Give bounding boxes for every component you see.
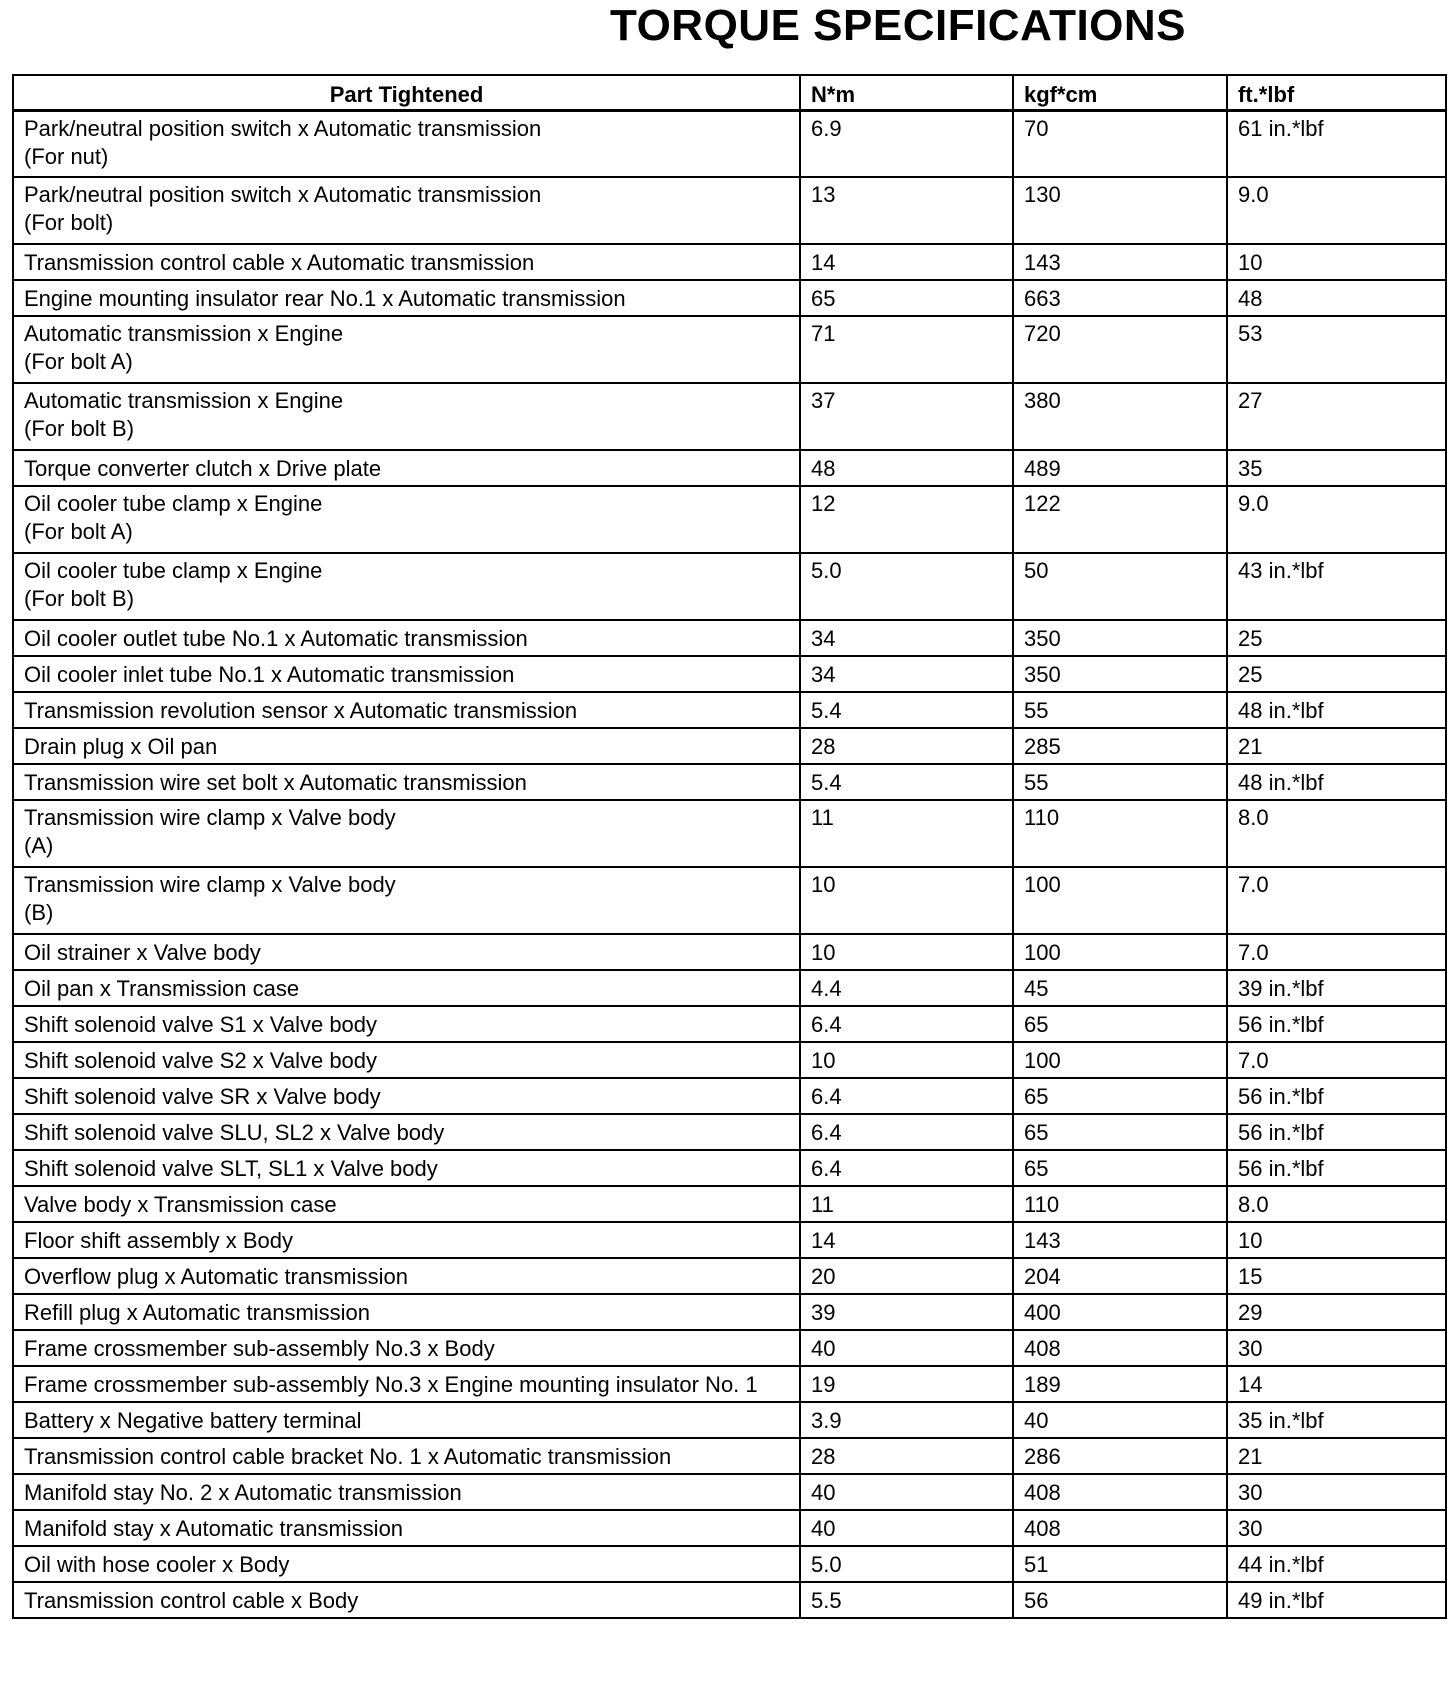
- cell-kgfcm: 70: [1013, 110, 1227, 177]
- table-row: [13, 486, 1446, 553]
- table-row: [13, 1474, 1446, 1510]
- table-row: [13, 1546, 1446, 1582]
- table-row: [13, 1582, 1446, 1618]
- cell-nm: 6.4: [800, 1078, 1013, 1114]
- cell-ftlbf: 30: [1227, 1510, 1446, 1546]
- cell-nm: 11: [800, 800, 1013, 867]
- torque-spec-table: [12, 74, 1447, 1619]
- header-ftlbf: ft.*lbf: [1227, 75, 1446, 110]
- cell-nm: 5.0: [800, 1546, 1013, 1582]
- table-row: [13, 1222, 1446, 1258]
- header-kgfcm: kgf*cm: [1013, 75, 1227, 110]
- cell-nm: 40: [800, 1510, 1013, 1546]
- table-row: [13, 280, 1446, 316]
- cell-nm: 6.4: [800, 1006, 1013, 1042]
- cell-part-tightened: Automatic transmission x Engine (For bolt B): [13, 383, 800, 450]
- cell-kgfcm: 350: [1013, 656, 1227, 692]
- cell-nm: 5.0: [800, 553, 1013, 620]
- cell-nm: 11: [800, 1186, 1013, 1222]
- cell-ftlbf: 8.0: [1227, 800, 1446, 867]
- cell-nm: 4.4: [800, 970, 1013, 1006]
- cell-nm: 6.9: [800, 110, 1013, 177]
- table-row: [13, 934, 1446, 970]
- cell-ftlbf: 9.0: [1227, 177, 1446, 244]
- header-nm: N*m: [800, 75, 1013, 110]
- table-row: [13, 1006, 1446, 1042]
- cell-kgfcm: 286: [1013, 1438, 1227, 1474]
- table-row: [13, 1150, 1446, 1186]
- cell-part-tightened: Valve body x Transmission case: [13, 1186, 800, 1222]
- cell-part-tightened: Frame crossmember sub-assembly No.3 x Body: [13, 1330, 800, 1366]
- table-row: [13, 244, 1446, 280]
- cell-kgfcm: 720: [1013, 316, 1227, 383]
- cell-kgfcm: 65: [1013, 1114, 1227, 1150]
- table-row: [13, 1366, 1446, 1402]
- cell-kgfcm: 408: [1013, 1510, 1227, 1546]
- cell-part-tightened: Oil cooler tube clamp x Engine (For bolt A): [13, 486, 800, 553]
- table-row: [13, 1186, 1446, 1222]
- cell-ftlbf: 15: [1227, 1258, 1446, 1294]
- cell-ftlbf: 56 in.*lbf: [1227, 1150, 1446, 1186]
- cell-nm: 39: [800, 1294, 1013, 1330]
- table-row: [13, 383, 1446, 450]
- cell-part-tightened: Transmission control cable x Body: [13, 1582, 800, 1618]
- header-part-tightened: Part Tightened: [13, 75, 800, 110]
- cell-part-tightened: Oil strainer x Valve body: [13, 934, 800, 970]
- cell-part-tightened: Oil cooler outlet tube No.1 x Automatic transmission: [13, 620, 800, 656]
- header-row: [13, 75, 1446, 110]
- cell-kgfcm: 100: [1013, 934, 1227, 970]
- cell-kgfcm: 50: [1013, 553, 1227, 620]
- cell-ftlbf: 7.0: [1227, 1042, 1446, 1078]
- cell-part-tightened: Floor shift assembly x Body: [13, 1222, 800, 1258]
- cell-ftlbf: 7.0: [1227, 867, 1446, 934]
- table-row: [13, 1042, 1446, 1078]
- cell-nm: 28: [800, 728, 1013, 764]
- cell-nm: 10: [800, 934, 1013, 970]
- cell-nm: 5.5: [800, 1582, 1013, 1618]
- cell-ftlbf: 48: [1227, 280, 1446, 316]
- cell-part-tightened: Oil with hose cooler x Body: [13, 1546, 800, 1582]
- cell-ftlbf: 25: [1227, 620, 1446, 656]
- cell-ftlbf: 27: [1227, 383, 1446, 450]
- cell-part-tightened: Shift solenoid valve S1 x Valve body: [13, 1006, 800, 1042]
- cell-part-tightened: Oil cooler inlet tube No.1 x Automatic transmission: [13, 656, 800, 692]
- cell-kgfcm: 122: [1013, 486, 1227, 553]
- cell-kgfcm: 380: [1013, 383, 1227, 450]
- cell-ftlbf: 56 in.*lbf: [1227, 1078, 1446, 1114]
- table-row: [13, 1402, 1446, 1438]
- cell-kgfcm: 400: [1013, 1294, 1227, 1330]
- table-row: [13, 110, 1446, 177]
- cell-ftlbf: 35 in.*lbf: [1227, 1402, 1446, 1438]
- cell-part-tightened: Transmission wire clamp x Valve body (A): [13, 800, 800, 867]
- cell-part-tightened: Manifold stay x Automatic transmission: [13, 1510, 800, 1546]
- table-row: [13, 1330, 1446, 1366]
- cell-ftlbf: 10: [1227, 1222, 1446, 1258]
- cell-part-tightened: Overflow plug x Automatic transmission: [13, 1258, 800, 1294]
- cell-kgfcm: 350: [1013, 620, 1227, 656]
- cell-part-tightened: Oil pan x Transmission case: [13, 970, 800, 1006]
- cell-nm: 19: [800, 1366, 1013, 1402]
- cell-nm: 28: [800, 1438, 1013, 1474]
- cell-part-tightened: Automatic transmission x Engine (For bolt A): [13, 316, 800, 383]
- cell-ftlbf: 53: [1227, 316, 1446, 383]
- cell-part-tightened: Torque converter clutch x Drive plate: [13, 450, 800, 486]
- table-row: [13, 867, 1446, 934]
- cell-kgfcm: 143: [1013, 1222, 1227, 1258]
- cell-part-tightened: Shift solenoid valve SLU, SL2 x Valve body: [13, 1114, 800, 1150]
- cell-part-tightened: Drain plug x Oil pan: [13, 728, 800, 764]
- cell-nm: 34: [800, 656, 1013, 692]
- cell-kgfcm: 65: [1013, 1078, 1227, 1114]
- table-row: [13, 728, 1446, 764]
- table-row: [13, 553, 1446, 620]
- cell-nm: 6.4: [800, 1114, 1013, 1150]
- cell-ftlbf: 48 in.*lbf: [1227, 692, 1446, 728]
- table-row: [13, 450, 1446, 486]
- table-row: [13, 316, 1446, 383]
- cell-ftlbf: 39 in.*lbf: [1227, 970, 1446, 1006]
- cell-nm: 14: [800, 244, 1013, 280]
- cell-kgfcm: 65: [1013, 1006, 1227, 1042]
- cell-nm: 71: [800, 316, 1013, 383]
- table-row: [13, 620, 1446, 656]
- cell-part-tightened: Transmission control cable x Automatic transmission: [13, 244, 800, 280]
- cell-nm: 37: [800, 383, 1013, 450]
- page-title: TORQUE SPECIFICATIONS: [610, 1, 1187, 50]
- cell-nm: 10: [800, 1042, 1013, 1078]
- cell-nm: 34: [800, 620, 1013, 656]
- cell-ftlbf: 14: [1227, 1366, 1446, 1402]
- cell-ftlbf: 43 in.*lbf: [1227, 553, 1446, 620]
- cell-ftlbf: 56 in.*lbf: [1227, 1006, 1446, 1042]
- cell-kgfcm: 204: [1013, 1258, 1227, 1294]
- table-row: [13, 1438, 1446, 1474]
- cell-nm: 12: [800, 486, 1013, 553]
- cell-kgfcm: 55: [1013, 692, 1227, 728]
- cell-kgfcm: 110: [1013, 800, 1227, 867]
- cell-kgfcm: 40: [1013, 1402, 1227, 1438]
- cell-ftlbf: 25: [1227, 656, 1446, 692]
- cell-ftlbf: 8.0: [1227, 1186, 1446, 1222]
- cell-part-tightened: Shift solenoid valve SLT, SL1 x Valve body: [13, 1150, 800, 1186]
- cell-part-tightened: Manifold stay No. 2 x Automatic transmission: [13, 1474, 800, 1510]
- cell-nm: 65: [800, 280, 1013, 316]
- cell-nm: 6.4: [800, 1150, 1013, 1186]
- cell-nm: 20: [800, 1258, 1013, 1294]
- table-row: [13, 1078, 1446, 1114]
- cell-part-tightened: Park/neutral position switch x Automatic transmission (For bolt): [13, 177, 800, 244]
- cell-part-tightened: Shift solenoid valve SR x Valve body: [13, 1078, 800, 1114]
- cell-part-tightened: Frame crossmember sub-assembly No.3 x Engine mounting insulator No. 1: [13, 1366, 800, 1402]
- table-row: [13, 1294, 1446, 1330]
- cell-kgfcm: 45: [1013, 970, 1227, 1006]
- cell-nm: 40: [800, 1330, 1013, 1366]
- table-row: [13, 1114, 1446, 1150]
- cell-kgfcm: 100: [1013, 1042, 1227, 1078]
- cell-ftlbf: 30: [1227, 1474, 1446, 1510]
- table-body: [13, 110, 1446, 1618]
- cell-ftlbf: 9.0: [1227, 486, 1446, 553]
- cell-part-tightened: Engine mounting insulator rear No.1 x Automatic transmission: [13, 280, 800, 316]
- cell-nm: 5.4: [800, 692, 1013, 728]
- cell-ftlbf: 21: [1227, 1438, 1446, 1474]
- cell-kgfcm: 189: [1013, 1366, 1227, 1402]
- cell-ftlbf: 7.0: [1227, 934, 1446, 970]
- cell-kgfcm: 408: [1013, 1474, 1227, 1510]
- cell-nm: 48: [800, 450, 1013, 486]
- cell-kgfcm: 51: [1013, 1546, 1227, 1582]
- cell-nm: 3.9: [800, 1402, 1013, 1438]
- cell-part-tightened: Transmission control cable bracket No. 1 x Automatic transmission: [13, 1438, 800, 1474]
- cell-part-tightened: Shift solenoid valve S2 x Valve body: [13, 1042, 800, 1078]
- cell-kgfcm: 100: [1013, 867, 1227, 934]
- cell-kgfcm: 65: [1013, 1150, 1227, 1186]
- table-row: [13, 764, 1446, 800]
- table-row: [13, 656, 1446, 692]
- cell-nm: 5.4: [800, 764, 1013, 800]
- cell-ftlbf: 44 in.*lbf: [1227, 1546, 1446, 1582]
- cell-part-tightened: Oil cooler tube clamp x Engine (For bolt B): [13, 553, 800, 620]
- cell-part-tightened: Park/neutral position switch x Automatic transmission (For nut): [13, 110, 800, 177]
- cell-ftlbf: 48 in.*lbf: [1227, 764, 1446, 800]
- cell-kgfcm: 663: [1013, 280, 1227, 316]
- cell-ftlbf: 35: [1227, 450, 1446, 486]
- cell-kgfcm: 285: [1013, 728, 1227, 764]
- cell-nm: 14: [800, 1222, 1013, 1258]
- cell-ftlbf: 56 in.*lbf: [1227, 1114, 1446, 1150]
- cell-part-tightened: Refill plug x Automatic transmission: [13, 1294, 800, 1330]
- cell-part-tightened: Transmission wire clamp x Valve body (B): [13, 867, 800, 934]
- table-row: [13, 177, 1446, 244]
- cell-kgfcm: 130: [1013, 177, 1227, 244]
- table-row: [13, 1510, 1446, 1546]
- cell-part-tightened: Transmission revolution sensor x Automatic transmission: [13, 692, 800, 728]
- table-row: [13, 692, 1446, 728]
- cell-kgfcm: 110: [1013, 1186, 1227, 1222]
- cell-kgfcm: 143: [1013, 244, 1227, 280]
- cell-kgfcm: 408: [1013, 1330, 1227, 1366]
- cell-kgfcm: 489: [1013, 450, 1227, 486]
- table-row: [13, 970, 1446, 1006]
- cell-kgfcm: 56: [1013, 1582, 1227, 1618]
- cell-part-tightened: Transmission wire set bolt x Automatic transmission: [13, 764, 800, 800]
- cell-ftlbf: 29: [1227, 1294, 1446, 1330]
- cell-nm: 40: [800, 1474, 1013, 1510]
- table-row: [13, 800, 1446, 867]
- cell-ftlbf: 10: [1227, 244, 1446, 280]
- cell-ftlbf: 30: [1227, 1330, 1446, 1366]
- cell-part-tightened: Battery x Negative battery terminal: [13, 1402, 800, 1438]
- cell-nm: 13: [800, 177, 1013, 244]
- cell-ftlbf: 21: [1227, 728, 1446, 764]
- cell-ftlbf: 61 in.*lbf: [1227, 110, 1446, 177]
- table-row: [13, 1258, 1446, 1294]
- cell-nm: 10: [800, 867, 1013, 934]
- cell-kgfcm: 55: [1013, 764, 1227, 800]
- cell-ftlbf: 49 in.*lbf: [1227, 1582, 1446, 1618]
